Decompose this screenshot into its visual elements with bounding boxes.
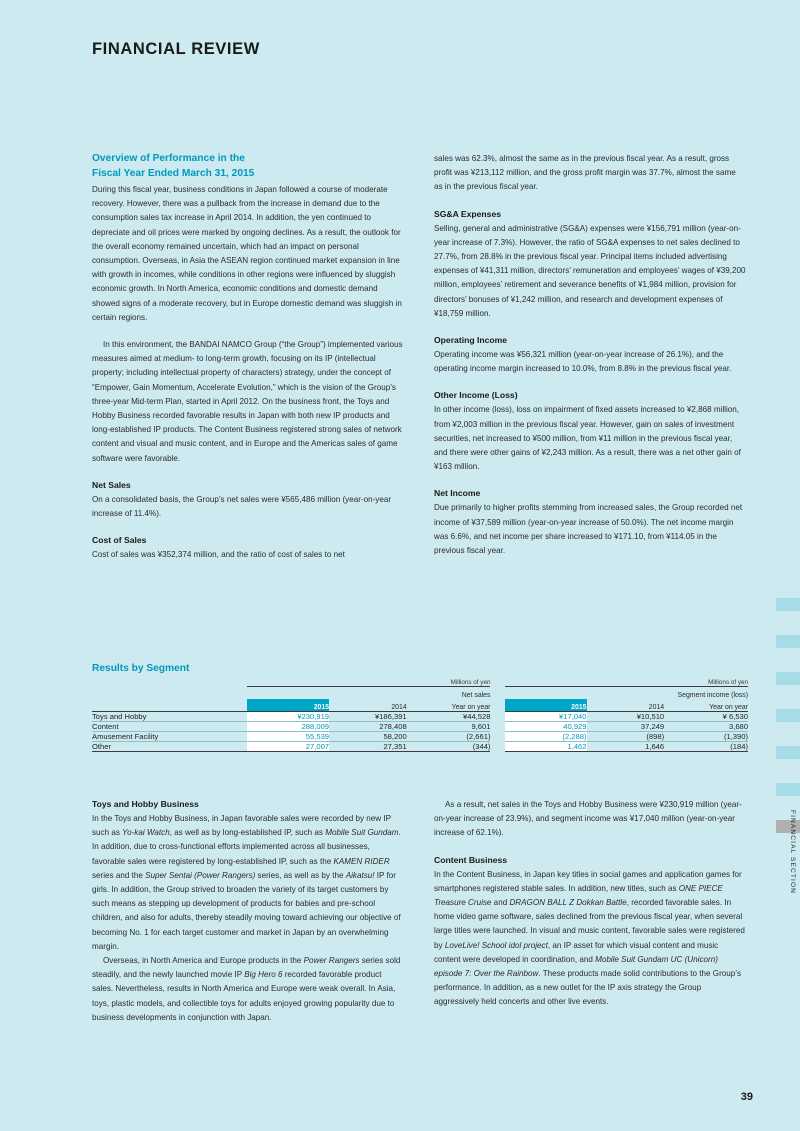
cost-of-sales-body: Cost of sales was ¥352,374 million, and the ratio of cost of sales to net [92, 550, 345, 560]
segment-table-wrapper [92, 676, 748, 752]
results-by-segment-title: Results by Segment [92, 663, 190, 674]
c1a: In the Content Business, in Japan key titles in social games and application games for smartphones registered stable sales. In addition, new titles, such as [434, 869, 742, 893]
segment-table-units-row [92, 676, 748, 687]
title-mobile-suit-gundam: Mobile Suit Gundam [325, 828, 399, 838]
other-income-heading: Other Income (Loss) [434, 390, 518, 401]
col-header-segment-income-2015: 2015 [505, 699, 587, 712]
cell-net-sales-yoy: ¥44,528 [407, 712, 491, 722]
group-header-net-sales: Net sales [247, 687, 490, 700]
row-label: Amusement Facility [92, 732, 247, 742]
cell-segment-income-2014: (898) [587, 732, 665, 742]
cell-segment-income-yoy: (1,390) [664, 732, 748, 742]
col-header-segment-income-2014: 2014 [648, 704, 665, 711]
col-header-segment-income-yoy: Year on year [709, 704, 748, 711]
net-sales-body: On a consolidated basis, the Group’s net sales were ¥565,486 million (year-on-year increase of 11.4%). [92, 494, 392, 519]
col-header-net-sales-yoy: Year on year [451, 704, 491, 711]
edge-tab-5[interactable] [776, 746, 800, 759]
cell-net-sales-2015: 55,539 [247, 732, 329, 742]
cell-segment-income-yoy: (184) [664, 742, 748, 752]
title-dragon-ball-z-dokkan-battle: DRAGON BALL Z Dokkan Battle [509, 898, 627, 908]
cell-net-sales-2014: 27,351 [329, 742, 407, 752]
left-column-bottom [92, 798, 404, 1025]
units-label-net-sales: Millions of yen [450, 679, 491, 686]
sga-body: Selling, general and administrative (SG&A) expenses were ¥156,791 million (year-on-year increase of 7.3%). However, the ratio of SG&A expenses to net sales declined to 27.7%, from 28.8% in the previous fiscal year. Principal items included advertising expenses of ¥41,311 million, directors’ remuneration and employees’ wages of ¥39,200 million, employees’ retirement and severance benefits of ¥1,984 million, provision for directors’ bonuses of ¥1,242 million, and research and development expenses of ¥18,759 million. [434, 223, 746, 318]
table-row [92, 742, 748, 752]
row-label: Other [92, 742, 247, 752]
segment-table-year-row [92, 699, 748, 712]
toys-p2-inner [92, 954, 404, 1025]
overview-paragraph-2 [92, 338, 404, 466]
cell-net-sales-2015: 288,009 [247, 722, 329, 732]
cell-segment-income-2014: 1,646 [587, 742, 665, 752]
overview-paragraph-2-text: In this environment, the BANDAI NAMCO Group (“the Group”) implemented various measures aimed at medium- to long-term growth, focusing on its IP (intellectual property; including intellectual property of characters) strategy, under the concept of “Empower, Gain Momentum, Accelerate Evolution,” which is the vision of the Group’s three-year Mid-term Plan, started in April 2012. On the business front, the Toys and Hobby Business recorded favorable results in Japan with both new IP products and long-established IP products. The Content Business registered strong sales of network content and visual and music content, and in Europe and the Americas sales of game software were favorable. [92, 340, 403, 463]
c1d: , an IP asset for which visual content and music content were developed in coordination, and [434, 940, 719, 964]
overview-heading [92, 152, 404, 181]
col-header-net-sales-2014: 2014 [391, 704, 407, 711]
row-label: Toys and Hobby [92, 712, 247, 722]
cell-segment-income-yoy: ¥ 6,530 [664, 712, 748, 722]
t2a: Overseas, in North America and Europe products in the [103, 956, 304, 966]
t1a: In the Toys and Hobby Business, in Japan favorable sales were recorded by new IP such as [92, 814, 391, 838]
t2b: series sold steadily, and the newly launched movie IP [92, 956, 401, 980]
overview-heading-line2: Fiscal Year Ended March 31, 2015 [92, 167, 255, 179]
cell-net-sales-2014: 278,408 [329, 722, 407, 732]
cell-net-sales-yoy: (2,661) [407, 732, 491, 742]
operating-income-body: Operating income was ¥56,321 million (year-on-year increase of 26.1%), and the operating income margin increased to 10.0%, from 8.8% in the previous fiscal year. [434, 350, 732, 374]
c1e: . These products made solid contributions to the Group’s performance. In addition, as a new outlet for the IP axis strategy the Group aggressively held concerts and other live events. [434, 969, 741, 1007]
title-aikatsu: Aikatsu! [345, 870, 375, 880]
edge-tab-strip [776, 598, 800, 833]
units-label-segment-income: Millions of yen [708, 679, 748, 686]
net-sales-heading: Net Sales [92, 479, 131, 490]
cell-net-sales-yoy: (344) [407, 742, 491, 752]
row-label: Content [92, 722, 247, 732]
edge-tab-1[interactable] [776, 598, 800, 611]
segment-table-group-row [92, 687, 748, 700]
t1f: IP for girls. In addition, the Group strived to broaden the variety of its target customers by such means as stepping up development of products for babies and pre-school children, and also for adults, thereby steadily moving toward achieving our objective of becoming No. 1 for each target customer and market in Japan by an overwhelming margin. [92, 870, 401, 951]
edge-tab-3[interactable] [776, 672, 800, 685]
other-income-body: In other income (loss), loss on impairment of fixed assets increased to ¥2,868 million, from ¥2,003 million in the previous fiscal year. However, gain on sales of investment securities, net increased to ¥500 million, from ¥11 million in the previous fiscal year, and there were other gains of ¥2,243 million. As a result, there was a net other gain of ¥163 million. [434, 405, 741, 472]
page-number: 39 [740, 1091, 753, 1103]
cell-net-sales-yoy: 9,601 [407, 722, 491, 732]
toys-hobby-paragraph-1 [92, 812, 404, 954]
col-header-net-sales-2015: 2015 [247, 699, 329, 712]
title-yokai-watch: Yo-kai Watch [122, 828, 170, 838]
title-super-sentai: Super Sentai (Power Rangers) [145, 870, 256, 880]
title-big-hero-6: Big Hero 6 [244, 970, 283, 980]
content-business-paragraph [434, 868, 746, 1010]
cell-segment-income-2015: (2,288) [505, 732, 587, 742]
c1c: , recorded favorable sales. In home video game software, sales declined from the previous fiscal year, when several large titles were launched. In visual and music content, favorable sales were registered by [434, 898, 745, 950]
cost-of-sales-heading: Cost of Sales [92, 535, 147, 546]
toys-hobby-result-paragraph [434, 798, 746, 841]
title-power-rangers: Power Rangers [303, 956, 360, 966]
cell-segment-income-yoy: 3,680 [664, 722, 748, 732]
t1b: , as well as by long-established IP, such as [169, 828, 326, 838]
edge-tab-active-financial-section[interactable] [776, 820, 800, 833]
cell-segment-income-2015: 1,462 [505, 742, 587, 752]
title-one-piece-treasure-cruise: ONE PIECE Treasure Cruise [434, 883, 723, 908]
cell-segment-income-2015: ¥17,040 [505, 712, 587, 722]
toys-hobby-paragraph-2 [92, 954, 404, 1025]
cell-net-sales-2014: 58,200 [329, 732, 407, 742]
table-row [92, 712, 748, 722]
edge-section-label: FINANCIAL SECTION [789, 810, 796, 895]
content-business-heading: Content Business [434, 854, 508, 865]
table-row [92, 732, 748, 742]
cell-net-sales-2014: ¥186,391 [329, 712, 407, 722]
t1c: . In addition, due to cross-functional efforts implemented across all businesses, favorable sales were registered by long-established IP, such as the [92, 828, 401, 866]
c1b: and [491, 898, 510, 908]
cell-segment-income-2014: 37,249 [587, 722, 665, 732]
overview-heading-line1: Overview of Performance in the [92, 153, 245, 164]
title-lovelive-school-idol-project: LoveLive! School idol project [444, 940, 548, 950]
cell-segment-income-2015: 40,929 [505, 722, 587, 732]
overview-paragraph: During this fiscal year, business conditions in Japan followed a course of moderate recovery. However, there was a pullback from the increase in demand due to the consumption sales tax increase in April 2014. In addition, the yen continued to depreciate and oil prices were marked by ongoing declines. As a result, the outlook for the overall economy remained uncertain, which had an impact on personal consumption. Overseas, in Asia the ASEAN region continued market expansion in line with growth in incomes, while conditions in other regions were influenced by sluggish economic growth. In North America, economic conditions and domestic demand showed signs of a moderate recovery, but in Europe domestic demand was sluggish in certain regions. [92, 185, 402, 322]
table-row [92, 722, 748, 732]
group-header-segment-income: Segment income (loss) [505, 687, 748, 700]
title-gundam-uc-episode-7: Mobile Suit Gundam UC (Unicorn) episode 7: Over the Rainbow [434, 954, 718, 979]
edge-tab-6[interactable] [776, 783, 800, 796]
page-title: FINANCIAL REVIEW [92, 40, 260, 58]
right-column-top [434, 152, 746, 558]
operating-income-heading: Operating Income [434, 335, 508, 346]
cost-of-sales-continued: sales was 62.3%, almost the same as in the previous fiscal year. As a result, gross profit was ¥213,112 million, and the gross profit margin was 37.7%, almost the same as in the previous fiscal year. [434, 154, 736, 192]
left-column-top [92, 152, 404, 562]
cell-net-sales-2015: 27,007 [247, 742, 329, 752]
right-column-bottom [434, 798, 746, 1010]
edge-tab-2[interactable] [776, 635, 800, 648]
cell-segment-income-2014: ¥10,510 [587, 712, 665, 722]
t1d: series and the [92, 870, 146, 880]
cell-net-sales-2015: ¥230,919 [247, 712, 329, 722]
net-income-heading: Net Income [434, 488, 481, 499]
edge-tab-4[interactable] [776, 709, 800, 722]
net-income-body: Due primarily to higher profits stemming from increased sales, the Group recorded net income of ¥37,589 million (year-on-year increase of 50.0%). The net income margin was 6.6%, and net income per share increased to ¥171.10, from ¥114.05 in the previous fiscal year. [434, 503, 743, 556]
toys-hobby-heading: Toys and Hobby Business [92, 799, 199, 809]
title-kamen-rider: KAMEN RIDER [333, 856, 390, 866]
segment-table [92, 676, 748, 752]
t1e: series, as well as by the [255, 870, 346, 880]
toys-result-inner: As a result, net sales in the Toys and Hobby Business were ¥230,919 million (year-on-year increase of 23.9%), and segment income was ¥17,040 million (year-on-year increase of 62.1%). [434, 800, 742, 838]
sga-heading: SG&A Expenses [434, 208, 502, 219]
t2c: recorded favorable product sales. Nevertheless, results in North America and Europe were weak overall. In Asia, toys, plastic models, and collectible toys for adults enjoyed growing popularity due to business developments in conjunction with Japan. [92, 970, 396, 1022]
